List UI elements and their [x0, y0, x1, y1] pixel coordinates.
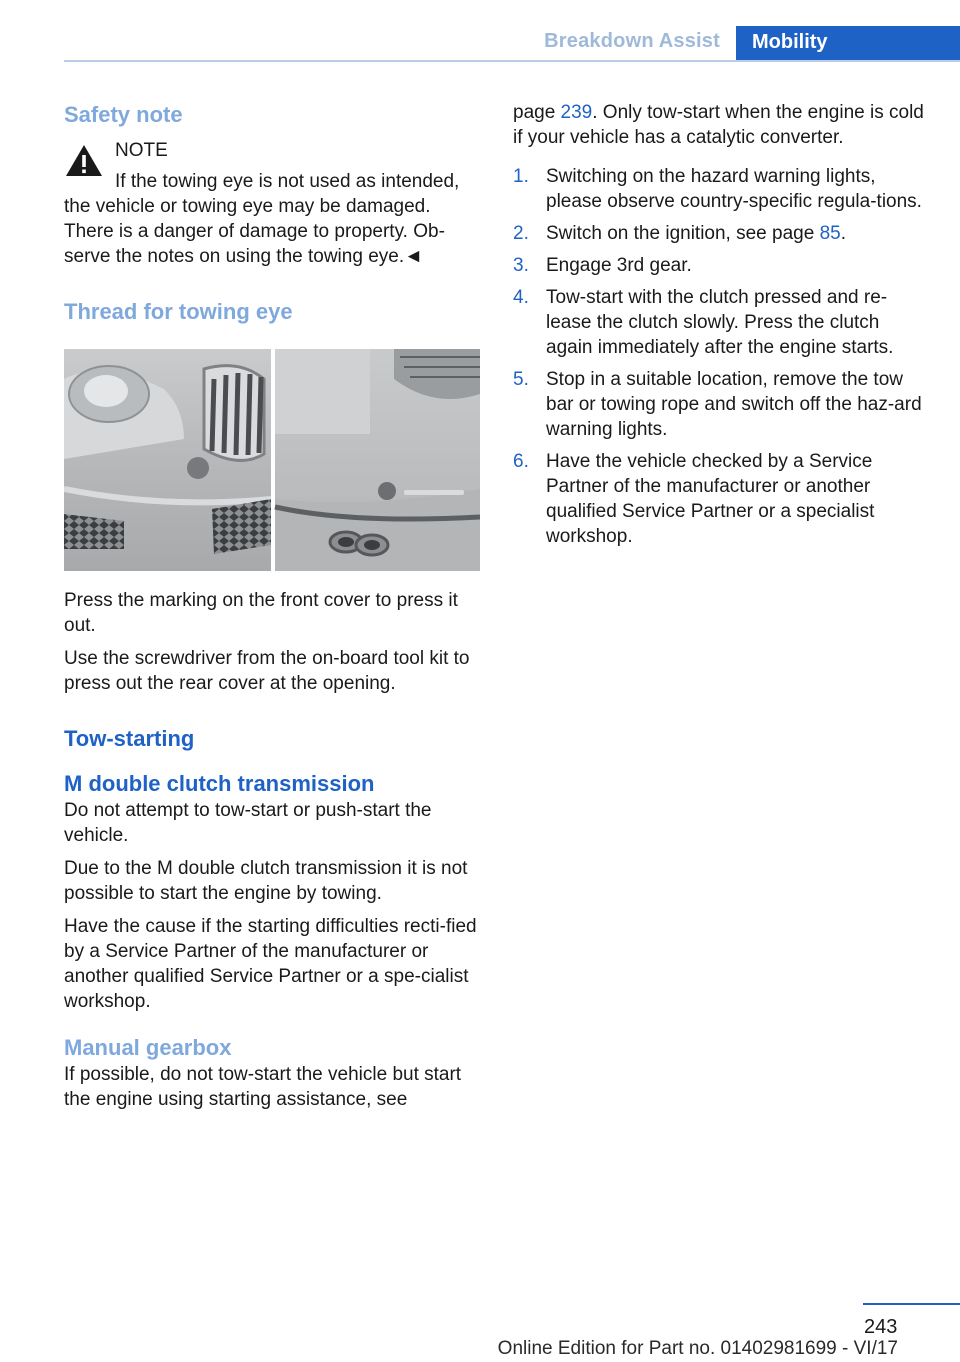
- step-number: 5.: [513, 369, 529, 390]
- continued-paragraph: [513, 100, 928, 150]
- right-column: [513, 100, 928, 556]
- page-number: 243: [864, 1316, 898, 1338]
- list-item: [513, 449, 928, 549]
- page-link-85[interactable]: 85: [819, 223, 841, 244]
- manual-gearbox-paragraph: If possible, do not tow-start the vehicle but start the engine using starting assistance, see: [64, 1064, 462, 1110]
- m-dct-heading: M double clutch transmission: [64, 771, 375, 796]
- list-item: [513, 164, 928, 214]
- header-rule: [64, 60, 960, 62]
- safety-note-heading: Safety note: [64, 102, 183, 127]
- footer-rule: [863, 1303, 960, 1305]
- step-text: Stop in a suitable location, remove the tow bar or towing rope and switch off the haz‐ard warning lights.: [546, 369, 922, 440]
- step-number: 6.: [513, 451, 529, 472]
- step-text: Tow-start with the clutch pressed and re‐lease the clutch slowly. Press the clutch again immediately after the engine starts.: [546, 287, 894, 358]
- step-number: 2.: [513, 223, 529, 244]
- tow-starting-heading: Tow-starting: [64, 726, 195, 751]
- step-text: Have the vehicle checked by a Service Partner of the manufacturer or another qualified Service Partner or a specialist workshop.: [546, 451, 875, 547]
- warning-label: NOTE: [115, 140, 168, 161]
- left-column: [64, 100, 482, 1120]
- header-section-title: Breakdown Assist: [544, 30, 720, 52]
- m-dct-paragraph-2: Due to the M double clutch transmission it is not possible to start the engine by towing.: [64, 858, 468, 904]
- list-item: [513, 253, 928, 278]
- step-number: 4.: [513, 287, 529, 308]
- manual-gearbox-heading: Manual gearbox: [64, 1035, 232, 1060]
- step-text: Switching on the hazard warning lights, please observe country-specific regula‐tions.: [546, 166, 922, 212]
- edition-note: Online Edition for Part no. 01402981699 - VI/17: [497, 1338, 898, 1359]
- tow-start-steps: [513, 164, 928, 549]
- thread-heading: Thread for towing eye: [64, 299, 293, 324]
- page-header: [64, 26, 960, 62]
- continued-text-start: page: [513, 102, 561, 123]
- step-text-end: .: [840, 223, 846, 244]
- thread-paragraph-rear: Use the screwdriver from the on-board tool kit to press out the rear cover at the opening.: [64, 648, 470, 694]
- towing-eye-covers-photo: [64, 349, 480, 571]
- warning-text-first-line: If the towing eye is not used as intended,: [115, 171, 460, 192]
- list-item: [513, 367, 928, 442]
- thread-paragraph-front: Press the marking on the front cover to press it out.: [64, 590, 458, 636]
- page-link-239[interactable]: 239: [560, 102, 593, 123]
- m-dct-paragraph-3: Have the cause if the starting difficulties recti‐fied by a Service Partner of the manufacturer or another qualified Service Partner or a spe‐cialist workshop.: [64, 916, 477, 1012]
- step-text: Engage 3rd gear.: [546, 255, 692, 276]
- step-number: 1.: [513, 166, 529, 187]
- list-item: [513, 221, 928, 246]
- warning-note: [64, 138, 482, 269]
- header-chapter-label: Mobility: [752, 31, 828, 53]
- m-dct-paragraph-1: Do not attempt to tow-start or push-start the vehicle.: [64, 800, 432, 846]
- warning-triangle-icon: [64, 141, 104, 181]
- warning-text: the vehicle or towing eye may be damaged. There is a danger of damage to property. Ob‐serve the notes on using the towing eye.◄: [64, 196, 445, 267]
- header-chapter-tab[interactable]: [736, 26, 960, 62]
- step-number: 3.: [513, 255, 529, 276]
- continued-text-end: . Only tow-start when the engine is cold if your vehicle has a catalytic converter.: [513, 102, 924, 148]
- list-item: [513, 285, 928, 360]
- step-text: Switch on the ignition, see page: [546, 223, 820, 244]
